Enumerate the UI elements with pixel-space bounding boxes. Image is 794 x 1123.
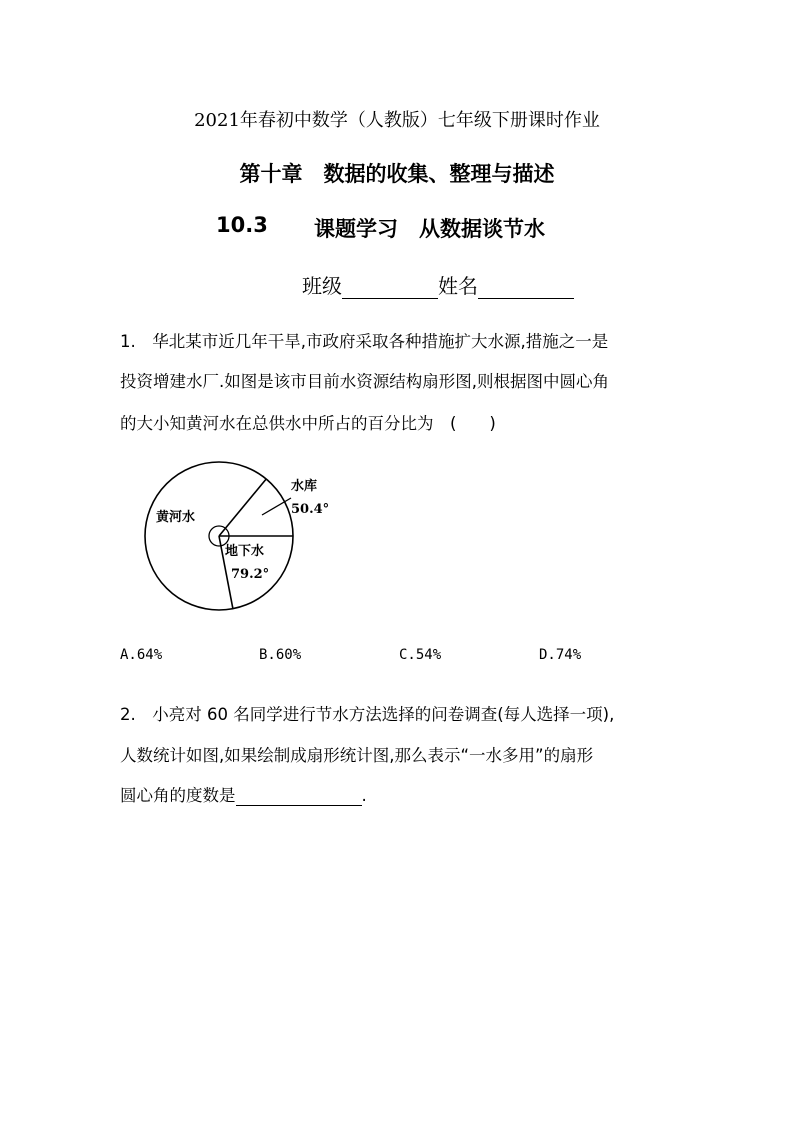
worksheet-title: 2021年春初中数学（人教版）七年级下册课时作业	[194, 110, 600, 131]
name-blank[interactable]	[478, 280, 574, 299]
reservoir-angle-label: 50.4°	[291, 502, 330, 517]
question2-line-1: 2. 小亮对 60 名同学进行节水方法选择的问卷调查(每人选择一项),	[120, 705, 615, 724]
reservoir-label: 水库	[291, 479, 318, 494]
option-a[interactable]: A.64%	[120, 647, 163, 663]
water-source-pie-figure	[135, 458, 355, 618]
student-info-row	[302, 270, 574, 299]
question1-line-3: 的大小知黄河水在总供水中所占的百分比为 ( )	[120, 414, 496, 433]
option-b[interactable]: B.60%	[259, 647, 302, 663]
groundwater-angle-label: 79.2°	[231, 567, 270, 582]
question2-line-2: 人数统计如图,如果绘制成扇形统计图,那么表示“一水多用”的扇形	[120, 746, 594, 765]
name-label: 姓名	[438, 274, 478, 298]
groundwater-label: 地下水	[225, 544, 265, 559]
option-c[interactable]: C.54%	[399, 647, 442, 663]
question2-line-3-text: 圆心角的度数是	[120, 786, 236, 805]
question1-line-2: 投资增建水厂.如图是该市目前水资源结构扇形图,则根据图中圆心角	[120, 372, 609, 391]
section-number: 10.3	[216, 213, 268, 237]
pie-divider-reservoir	[219, 479, 266, 536]
answer-blank[interactable]	[236, 789, 362, 806]
yellow-river-label: 黄河水	[156, 510, 196, 525]
option-d[interactable]: D.74%	[539, 647, 582, 663]
question2-period: .	[361, 786, 367, 805]
section-title: 课题学习 从数据谈节水	[314, 217, 545, 241]
class-blank[interactable]	[342, 280, 438, 299]
chapter-title: 第十章 数据的收集、整理与描述	[239, 161, 555, 186]
question2-line-3	[120, 782, 367, 806]
class-label: 班级	[302, 274, 342, 298]
question1-line-1: 1. 华北某市近几年干旱,市政府采取各种措施扩大水源,措施之一是	[120, 332, 609, 351]
